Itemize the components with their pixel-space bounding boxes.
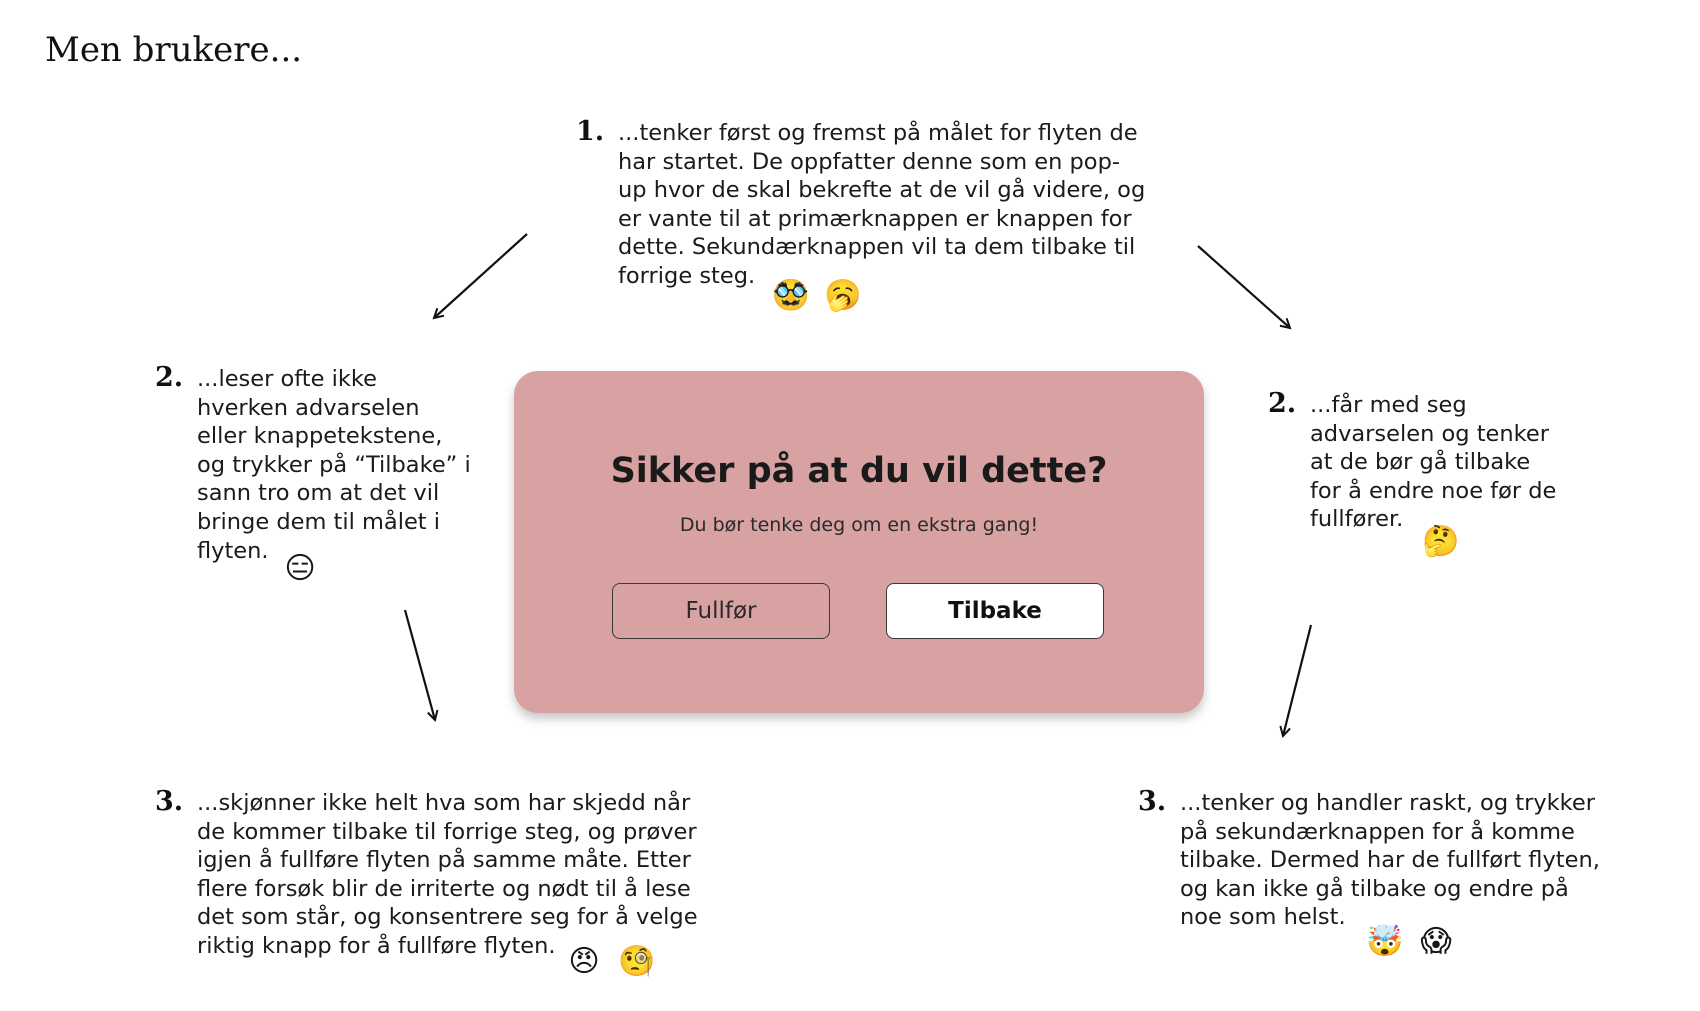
page-title: Men brukere... — [45, 30, 303, 70]
complete-button[interactable]: Fullfør — [612, 583, 830, 639]
thinking-face-icon: 🤔 — [1422, 524, 1460, 559]
confirm-dialog — [514, 371, 1204, 713]
arrow-right-down — [1283, 625, 1311, 736]
step-text: ...tenker og handler raskt, og trykker på sekundærknappen for å komme tilbake. Dermed har de fullført flyten, og kan ikke gå tilbake og endre på noe som helst. — [1180, 790, 1600, 931]
step-text: ...får med seg advarselen og tenker at de bør gå tilbake for å endre noe før de fullfører. — [1310, 392, 1557, 533]
arrow-top-left — [434, 234, 527, 318]
disguised-face-icon: 🥸 — [772, 278, 810, 313]
step-number: 3. — [155, 786, 184, 817]
step-number: 1. — [576, 116, 605, 147]
step-text: ...tenker først og fremst på målet for flyten de har startet. De oppfatter denne som en pop- up hvor de skal bekrefte at de vil gå videre, og er vante til at primærknappen er knappen for dette. Sekundærknappen vil ta dem tilbake til forrige steg. — [618, 120, 1146, 289]
step-number: 3. — [1138, 786, 1167, 817]
expressionless-face-icon: 😑 — [284, 551, 316, 586]
screaming-face-icon: 😱 — [1420, 924, 1452, 959]
step-number: 2. — [1268, 388, 1297, 419]
dialog-title: Sikker på at du vil dette? — [610, 451, 1108, 491]
monocle-face-icon: 🧐 — [618, 944, 656, 979]
step-number: 2. — [155, 362, 184, 393]
back-button[interactable]: Tilbake — [886, 583, 1104, 639]
step-text: ...leser ofte ikke hverken advarselen eller knappetekstene, og trykker på “Tilbake” i sann tro om at det vil bringe dem til målet i flyten. — [197, 366, 471, 564]
arrow-left-down — [405, 610, 435, 720]
angry-face-icon: 😠 — [568, 944, 600, 979]
yawning-face-icon: 🥱 — [824, 278, 862, 313]
exploding-head-icon: 🤯 — [1366, 924, 1404, 959]
dialog-subtitle: Du bør tenke deg om en ekstra gang! — [679, 514, 1039, 536]
step-text: ...skjønner ikke helt hva som har skjedd når de kommer tilbake til forrige steg, og prøver igjen å fullføre flyten på samme måte. Etter flere forsøk blir de irriterte og nødt til å lese det som står, og konsentrere seg for å velge riktig knapp for å fullføre flyten. — [197, 790, 698, 959]
arrow-top-right — [1198, 246, 1290, 328]
